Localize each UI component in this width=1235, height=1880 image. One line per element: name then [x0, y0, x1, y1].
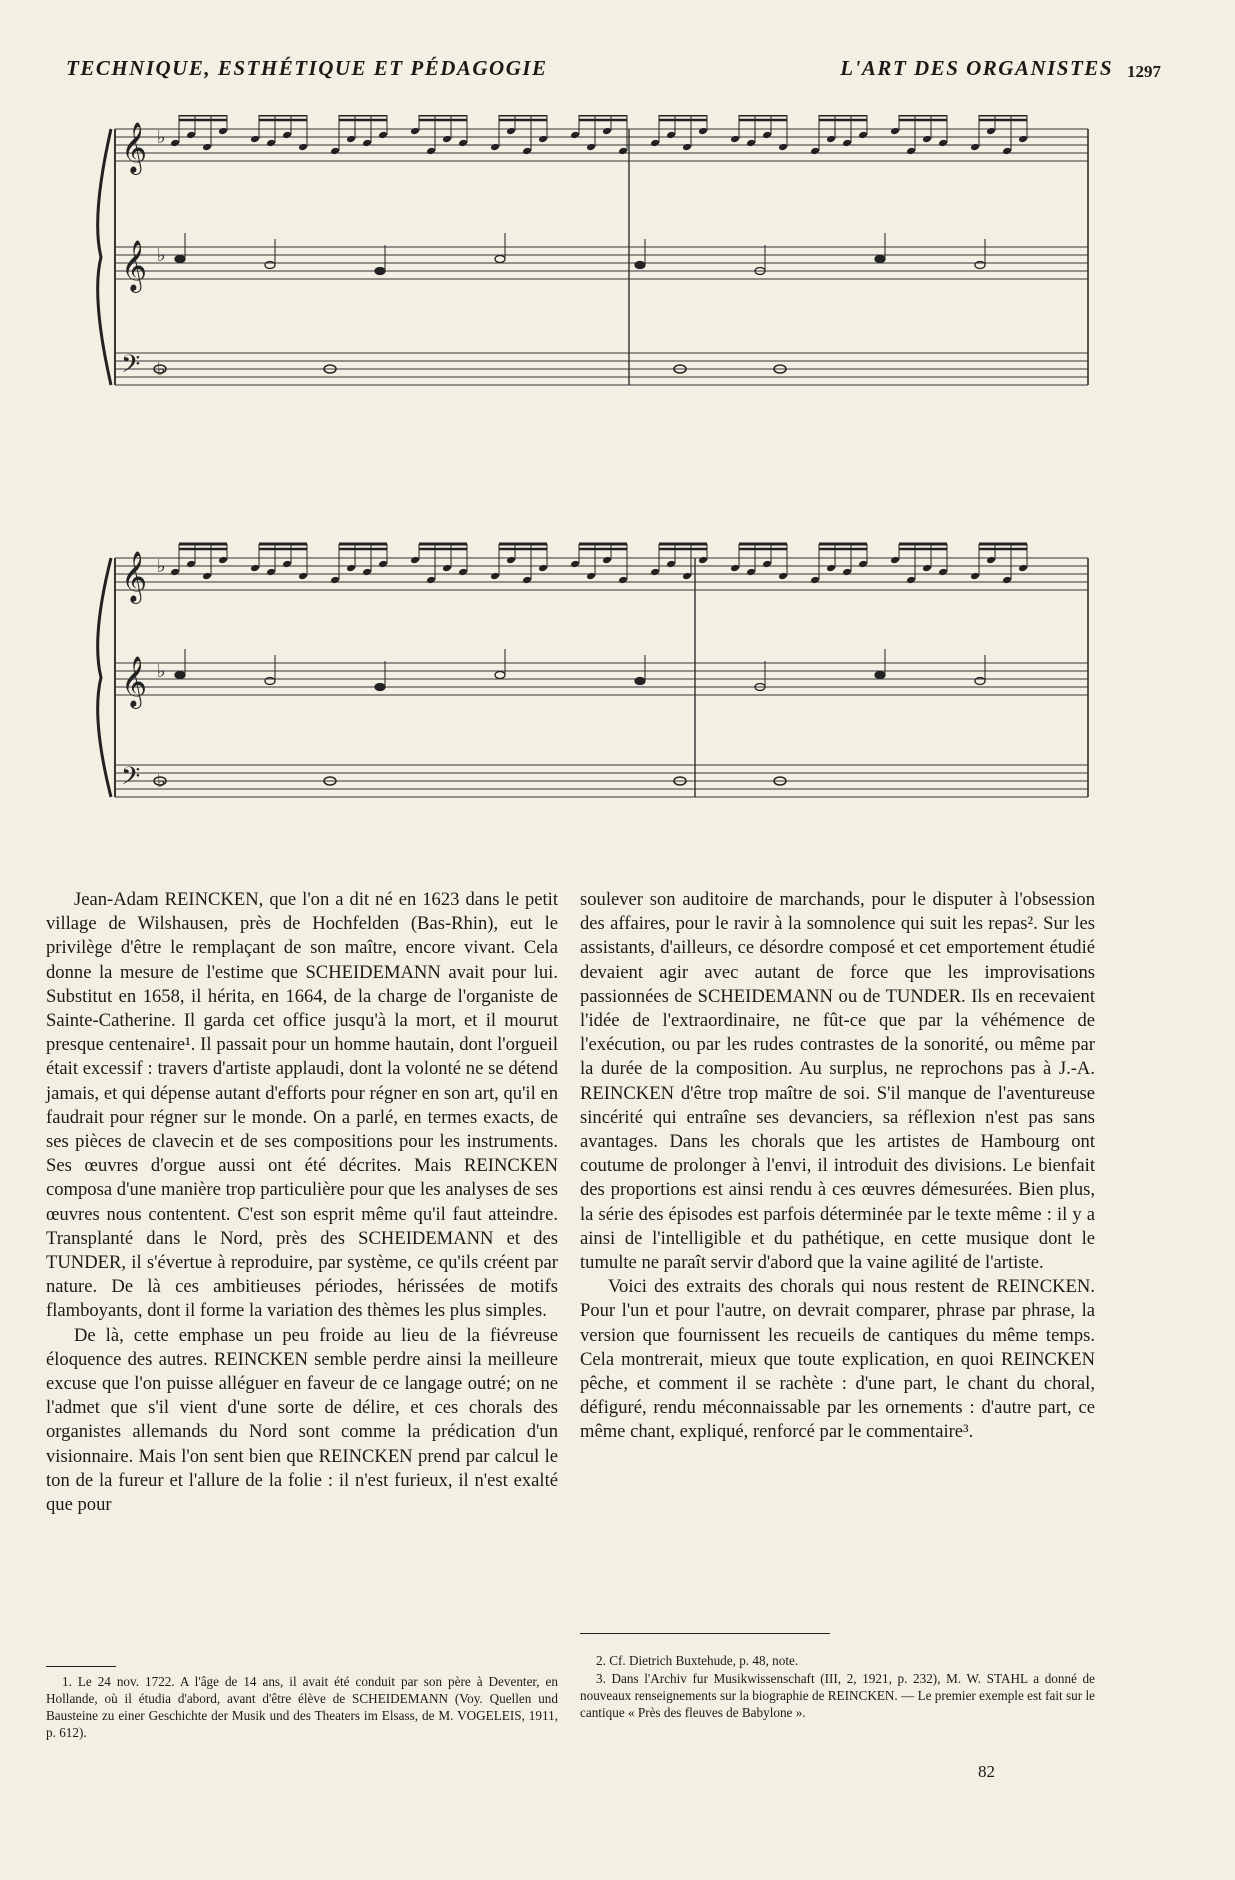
note-head: [362, 568, 372, 577]
running-header: [66, 56, 1161, 86]
note-head: [570, 131, 580, 140]
note-head: [746, 139, 756, 148]
treble-clef: 𝄞: [121, 656, 148, 707]
note-head: [458, 139, 468, 148]
note-head: [346, 564, 356, 573]
footnotes-right: [580, 1652, 1095, 1722]
note-head: [170, 139, 180, 148]
note-head: [202, 143, 212, 152]
staff-brace: [98, 558, 111, 797]
note-head: [426, 576, 436, 585]
note-head: [330, 576, 340, 585]
note-head: [490, 143, 500, 152]
note-head: [682, 143, 692, 152]
note-head: [362, 139, 372, 148]
note-head: [875, 672, 885, 679]
note-head: [522, 576, 532, 585]
note-head: [906, 576, 916, 585]
note-head: [602, 127, 612, 136]
note-head: [810, 147, 820, 156]
note-head: [282, 131, 292, 140]
note-head: [618, 147, 628, 156]
page-number: 82: [978, 1762, 995, 1781]
flat-key-signature: ♭: [157, 771, 166, 792]
note-head: [890, 127, 900, 136]
note-head: [875, 256, 885, 263]
note-head: [570, 560, 580, 569]
note-head: [170, 568, 180, 577]
treble-clef: 𝄞: [121, 240, 148, 291]
note-head: [175, 256, 185, 263]
note-head: [986, 127, 996, 136]
note-head: [538, 564, 548, 573]
footnote: 2. Cf. Dietrich Buxtehude, p. 48, note.: [596, 1653, 799, 1668]
note-head: [375, 684, 385, 691]
note-head: [618, 576, 628, 585]
note-head: [635, 678, 645, 685]
note-head: [922, 564, 932, 573]
note-head: [538, 135, 548, 144]
note-head: [442, 135, 452, 144]
note-head: [890, 556, 900, 565]
note-head: [906, 147, 916, 156]
score-layer: [98, 115, 1088, 797]
treble-clef: 𝄞: [121, 551, 148, 602]
footnote: 3. Dans l'Archiv fur Musikwissenschaft (III, 2, 1921, p. 232), M. W. STAHL a donné de nouveaux renseignements sur la biographie de REINCKEN. — Le premier exemple est fait sur le cantique « Près des fleuves de Babylone ».: [580, 1671, 1095, 1720]
paragraph: soulever son auditoire de marchands, pour le disputer à l'obsession des affaires, pour le ravir à la somnolence qui suit les repas². Sur les assistants, d'ailleurs, ce désordre composé et cet emportement étudié devaient agir avec autant de force que les improvisations passionnées de SCHEIDEMANN ou de TUNDER. Ils en recevaient l'idée de l'extraordinaire, ne fût-ce que par la véhémence de l'exécution, ou par les rudes contrastes de la sonorité, ou même par la durée de la composition. Au surplus, ne reprochons pas à J.-A. REINCKEN d'être trop maître de soi. S'il manque de l'aventureuse sincérité qui entraîne ses devanciers, sa réflexion n'est pas sans avantages. Dans les chorals que les artistes de Hambourg ont coutume de prolonger à l'envi, il introduit des divisions. Le bienfait des proportions est ainsi rendu à ces œuvres démesurées. Bien plus, la série des épisodes est parfois déterminée par le texte même : il y a ainsi de l'intelligible et du pathétique, en cette musique dont le tumulte ne paraît servir d'abord que la vaine agilité de l'artiste.: [580, 889, 1095, 1274]
note-head: [266, 139, 276, 148]
note-head: [635, 262, 645, 269]
note-head: [506, 127, 516, 136]
note-head: [986, 556, 996, 565]
note-head: [330, 147, 340, 156]
paragraph: Voici des extraits des chorals qui nous restent de REINCKEN. Pour l'un et pour l'autre, on devrait comparer, phrase par phrase, la version que fournissent les recueils de cantiques du même temps. Cela montrerait, mieux que toute explication, en quoi REINCKEN pêche, et comment il se rachète : d'une part, le chant du choral, défiguré, rendu méconnaissable par les ornements : d'autre part, ce même chant, expliqué, renforcé par le commentaire³.: [580, 1276, 1095, 1443]
note-head: [186, 560, 196, 569]
note-head: [602, 556, 612, 565]
note-head: [250, 135, 260, 144]
flat-key-signature: ♭: [157, 661, 166, 682]
note-head: [1018, 564, 1028, 573]
header-page-number: 1297: [1127, 62, 1161, 81]
paragraph: De là, cette emphase un peu froide au lieu de la fiévreuse éloquence des autres. REINCKEN semble perdre ainsi la meilleure excuse que l'on puisse alléguer en faveur de ce langage outré; on ne l'admet que s'il vient d'une sorte de délire, et ces chorals des organistes allemands du Nord sont comme la prédication d'un visionnaire. Mais l'on sent bien que REINCKEN prend par calcul le ton de la fureur et l'allure de la folie : il n'est furieux, il n'est exalté que pour: [46, 1324, 558, 1516]
note-head: [778, 572, 788, 581]
note-head: [730, 135, 740, 144]
header-right-title: L'ART DES ORGANISTES: [840, 56, 1113, 80]
note-head: [202, 572, 212, 581]
note-head: [495, 256, 505, 263]
note-head: [495, 672, 505, 679]
note-head: [698, 127, 708, 136]
note-head: [442, 564, 452, 573]
note-head: [266, 568, 276, 577]
note-head: [586, 572, 596, 581]
note-head: [378, 560, 388, 569]
note-head: [458, 568, 468, 577]
note-head: [378, 131, 388, 140]
note-head: [282, 560, 292, 569]
note-head: [506, 556, 516, 565]
flat-key-signature: ♭: [157, 245, 166, 266]
note-head: [698, 556, 708, 565]
body-column-left: [46, 888, 558, 1517]
note-head: [858, 560, 868, 569]
footnotes-left: [46, 1673, 558, 1742]
note-head: [682, 572, 692, 581]
note-head: [175, 672, 185, 679]
note-head: [778, 143, 788, 152]
footnote: 1. Le 24 nov. 1722. A l'âge de 14 ans, il avait été conduit par son père à Deventer, en Hollande, où il étudia d'abord, avant d'être élève de SCHEIDEMANN (Voy. Quellen und Bausteine zu einer Geschichte der Musik und des Theaters im Elsass, de M. VOGELEIS, 1911, p. 612).: [46, 1674, 558, 1740]
note-head: [826, 135, 836, 144]
note-head: [346, 135, 356, 144]
note-head: [1002, 147, 1012, 156]
note-head: [586, 143, 596, 152]
note-head: [186, 131, 196, 140]
note-head: [666, 131, 676, 140]
note-head: [730, 564, 740, 573]
note-head: [842, 139, 852, 148]
flat-key-signature: ♭: [157, 127, 166, 148]
note-head: [490, 572, 500, 581]
note-head: [1002, 576, 1012, 585]
music-score: [80, 115, 1100, 835]
note-head: [826, 564, 836, 573]
note-head: [938, 139, 948, 148]
body-column-right: [580, 888, 1095, 1445]
note-head: [842, 568, 852, 577]
note-head: [650, 139, 660, 148]
note-head: [1018, 135, 1028, 144]
staff-brace: [98, 129, 111, 385]
note-head: [810, 576, 820, 585]
flat-key-signature: ♭: [157, 556, 166, 577]
note-head: [970, 143, 980, 152]
footnote-rule: [46, 1666, 116, 1667]
note-head: [426, 147, 436, 156]
note-head: [298, 572, 308, 581]
note-head: [375, 268, 385, 275]
note-head: [218, 556, 228, 565]
note-head: [666, 560, 676, 569]
footnote-rule: [580, 1633, 830, 1634]
bass-clef: 𝄢: [121, 350, 141, 385]
note-head: [970, 572, 980, 581]
flat-key-signature: ♭: [157, 359, 166, 380]
note-head: [410, 127, 420, 136]
note-head: [410, 556, 420, 565]
treble-clef: 𝄞: [121, 122, 148, 173]
note-head: [298, 143, 308, 152]
note-head: [250, 564, 260, 573]
note-head: [922, 135, 932, 144]
note-head: [746, 568, 756, 577]
note-head: [762, 560, 772, 569]
note-head: [762, 131, 772, 140]
note-head: [522, 147, 532, 156]
note-head: [938, 568, 948, 577]
bass-clef: 𝄢: [121, 762, 141, 797]
note-head: [650, 568, 660, 577]
note-head: [218, 127, 228, 136]
paragraph: Jean-Adam REINCKEN, que l'on a dit né en 1623 dans le petit village de Wilshausen, près de Hochfelden (Bas-Rhin), eut le privilège d'être le remplaçant de son maître, encore vivant. Cela donne la mesure de l'estime que SCHEIDEMANN avait pour lui. Substitut en 1658, il hérita, en 1664, de la charge de l'organiste de Sainte-Catherine. Il garda cet office jusqu'à la mort, et il mourut presque centenaire¹. Il passait pour un homme hautain, dont l'orgueil était excessif : travers d'artiste applaudi, dont la volonté ne se détend jamais, et qui dépense autant d'efforts pour régner en son art, qu'il en faudrait pour régner sur le monde. On a parlé, en termes exacts, de ses pièces de clavecin et de ses compositions pour les instruments. Ses œuvres d'orgue aussi ont été décrites. Mais REINCKEN composa d'une manière trop particulière pour que les analyses de ses œuvres nous contentent. C'est son esprit même qu'il faut atteindre. Transplanté dans le Nord, près des SCHEIDEMANN et des TUNDER, il s'évertue à reproduire, par système, ce qu'ils créent par nature. De là ces ambitieuses périodes, hérissées de motifs flamboyants, dont il forme la variation des thèmes les plus simples.: [46, 889, 558, 1322]
header-left-title: TECHNIQUE, ESTHÉTIQUE ET PÉDAGOGIE: [66, 56, 548, 80]
note-head: [858, 131, 868, 140]
